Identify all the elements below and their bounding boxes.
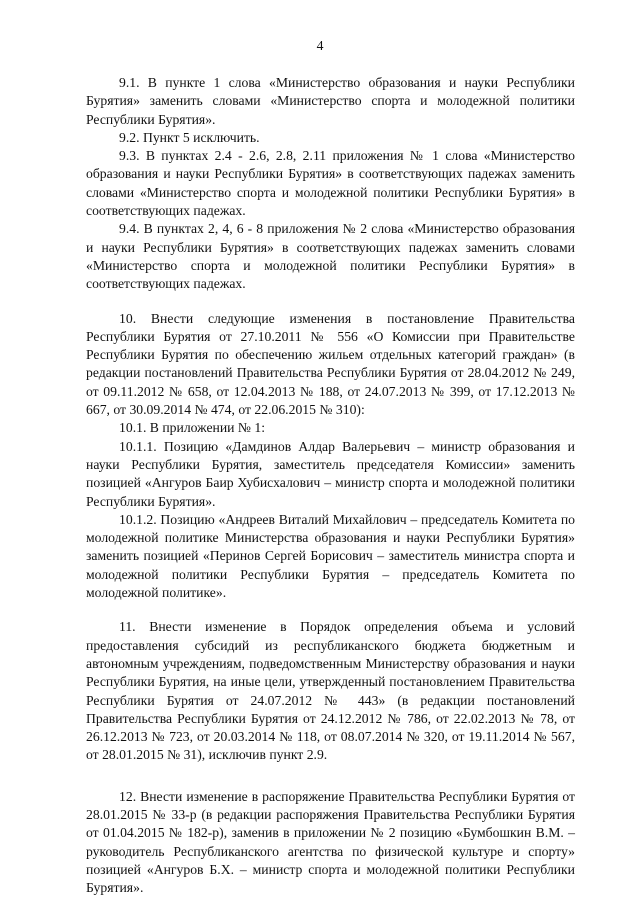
paragraph-10-1: 10.1. В приложении № 1: <box>119 420 266 436</box>
page-number: 4 <box>316 38 324 53</box>
paragraph-12: 12. Внести изменение в распоряжение Правительства Республики Бурятия от 28.01.2015 № 33-р (в редакции распоряжения Правительства Республики Бурятия от 01.04.2015 № 182-р), заменив в приложении № 2 позицию «Бумбошкин В.М. – руководитель Республиканского агентства по физической культуре и спорту» позицией «Ангуров Б.Х. – министр спорта и молодежной политики Республики Бурятия». <box>86 788 575 896</box>
paragraph-9-2: 9.2. Пункт 5 исключить. <box>119 129 260 145</box>
paragraph-11: 11. Внести изменение в Порядок определения объема и условий предоставления субсидий из республиканского бюджета бюджетным и автономным учреждениям, подведомственным Министерству образования и науки Республики Бурятия, на иные цели, утвержденный постановлением Правительства Республики Бурятия от 24.07.2012 № 443» (в редакции постановлений Правительства Республики Бурятия от 24.12.2012 № 786, от 22.02.2013 № 78, от 26.12.2013 № 723, от 20.03.2014 № 118, от 08.07.2014 № 320, от 19.11.2014 № 567, от 28.01.2015 № 31), исключив пункт 2.9. <box>86 619 575 763</box>
paragraph-9-3: 9.3. В пунктах 2.4 - 2.6, 2.8, 2.11 приложения № 1 слова «Министерство образования и науки Республики Бурятия» в соответствующих падежах заменить словами «Министерство спорта и молодежной политики Республики Бурятия» в соответствующих падежах. <box>86 148 575 219</box>
paragraph-9-1: 9.1. В пункте 1 слова «Министерство образования и науки Республики Бурятия» заменить словами «Министерство спорта и молодежной политики Республики Бурятия». <box>86 75 575 127</box>
document-body <box>86 74 575 897</box>
paragraph-10-1-1: 10.1.1. Позицию «Дамдинов Алдар Валерьевич – министр образования и науки Республики Бурятия, заместитель председателя Комиссии» заменить позицией «Ангуров Баир Хубисхалович – министр спорта и молодежной политики Республики Бурятия». <box>86 438 575 509</box>
paragraph-10-1-2: 10.1.2. Позицию «Андреев Виталий Михайлович – председатель Комитета по молодежной политике Министерства образования и науки Республики Бурятия» заменить позицией «Перинов Сергей Борисович – заместитель министра спорта и молодежной политики Республики Бурятия – председатель Комитета по молодежной политике». <box>86 511 575 601</box>
paragraph-10: 10. Внести следующие изменения в постановление Правительства Республики Бурятия от 27.10.2011 № 556 «О Комиссии при Правительстве Республики Бурятия по обеспечению жильем отдельных категорий граждан» (в редакции постановлений Правительства Республики Бурятия от 28.04.2012 № 249, от 09.11.2012 № 658, от 12.04.2013 № 188, от 24.07.2013 № 399, от 17.12.2013 № 667, от 30.09.2014 № 474, от 22.06.2015 № 310): <box>86 310 575 418</box>
paragraph-9-4: 9.4. В пунктах 2, 4, 6 - 8 приложения № 2 слова «Министерство образования и науки Республики Бурятия» в соответствующих падежах заменить словами «Министерство спорта и молодежной политики Республики Бурятия» в соответствующих падежах. <box>86 221 575 292</box>
